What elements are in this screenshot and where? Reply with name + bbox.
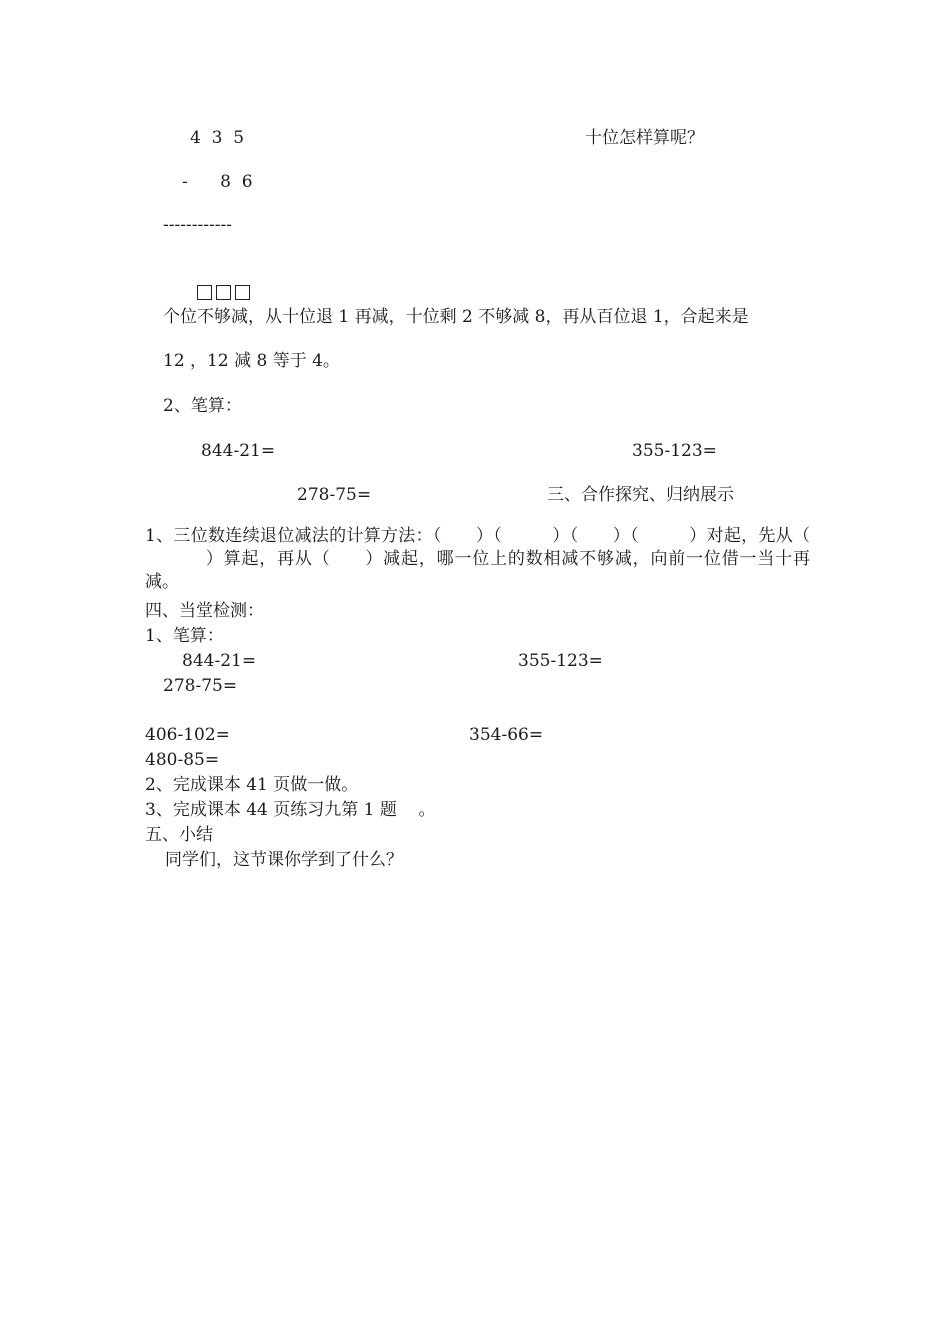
- test-calc-label: 1、笔算：: [145, 626, 224, 646]
- vertical-rule: ------------: [163, 215, 232, 235]
- method-text: 1、三位数连续退位减法的计算方法：（: [145, 526, 442, 546]
- task-3: 3、完成课本 44 页练习九第 1 题 。: [145, 800, 436, 820]
- calc-b5: 354-66=: [469, 725, 544, 745]
- calc-a1: 844-21=: [201, 441, 276, 461]
- written-calc-label: 2、笔算：: [163, 396, 242, 416]
- answer-box: [197, 285, 212, 300]
- explanation-line-1: 个位不够减，从十位退 1 再减，十位剩 2 不够减 8，再从百位退 1，合起来是: [163, 307, 749, 327]
- calc-b2: 355-123=: [518, 651, 603, 671]
- calc-b1: 844-21=: [182, 651, 257, 671]
- method-text: ）（: [612, 526, 639, 546]
- section4-title: 四、当堂检测：: [145, 601, 264, 621]
- method-text: ）算起，再从（: [205, 549, 331, 569]
- explanation-line-2: 12 ，12 减 8 等于 4。: [163, 351, 340, 371]
- answer-box: [235, 285, 250, 300]
- method-text: ）对起，先从（: [688, 526, 811, 546]
- calc-b4: 406-102=: [145, 725, 230, 745]
- method-text: ）减起，哪一位上的数相减不够减，向前一位借一当十再减。: [145, 549, 811, 592]
- answer-box: [216, 285, 231, 300]
- summary-question: 同学们，这节课你学到了什么？: [165, 850, 403, 870]
- calc-a3: 278-75=: [297, 485, 372, 505]
- vertical-minus-row: - 8 6: [182, 172, 253, 192]
- calc-b3: 278-75=: [163, 676, 238, 696]
- tens-question: 十位怎样算呢？: [585, 128, 704, 148]
- method-paragraph: [145, 525, 810, 594]
- calc-a2: 355-123=: [632, 441, 717, 461]
- calc-b6: 480-85=: [145, 750, 220, 770]
- section5-title: 五、小结: [145, 825, 213, 845]
- task-2: 2、完成课本 41 页做一做。: [145, 775, 359, 795]
- answer-boxes: [186, 261, 254, 305]
- vertical-top-number: 4 3 5: [190, 128, 245, 148]
- method-text: ）（: [475, 526, 503, 546]
- method-text: ）（: [552, 526, 579, 546]
- section3-title: 三、合作探究、归纳展示: [547, 485, 734, 505]
